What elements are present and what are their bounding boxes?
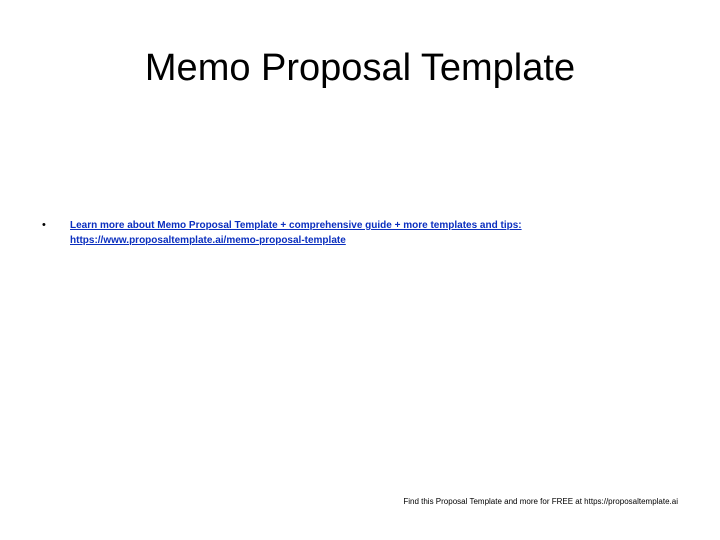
bullet-list bbox=[42, 218, 642, 248]
slide-title: Memo Proposal Template bbox=[144, 47, 576, 89]
learn-more-link-line-2[interactable]: https://www.proposaltemplate.ai/memo-proposal-template bbox=[70, 235, 346, 246]
learn-more-link-line-1[interactable]: Learn more about Memo Proposal Template + comprehensive guide + more templates and tips: bbox=[70, 220, 522, 231]
learn-more-link[interactable] bbox=[70, 218, 522, 248]
bullet-marker: • bbox=[42, 219, 46, 231]
bullet-item bbox=[42, 218, 642, 248]
footer-note: Find this Proposal Template and more for FREE at https://proposaltemplate.ai bbox=[403, 497, 678, 506]
